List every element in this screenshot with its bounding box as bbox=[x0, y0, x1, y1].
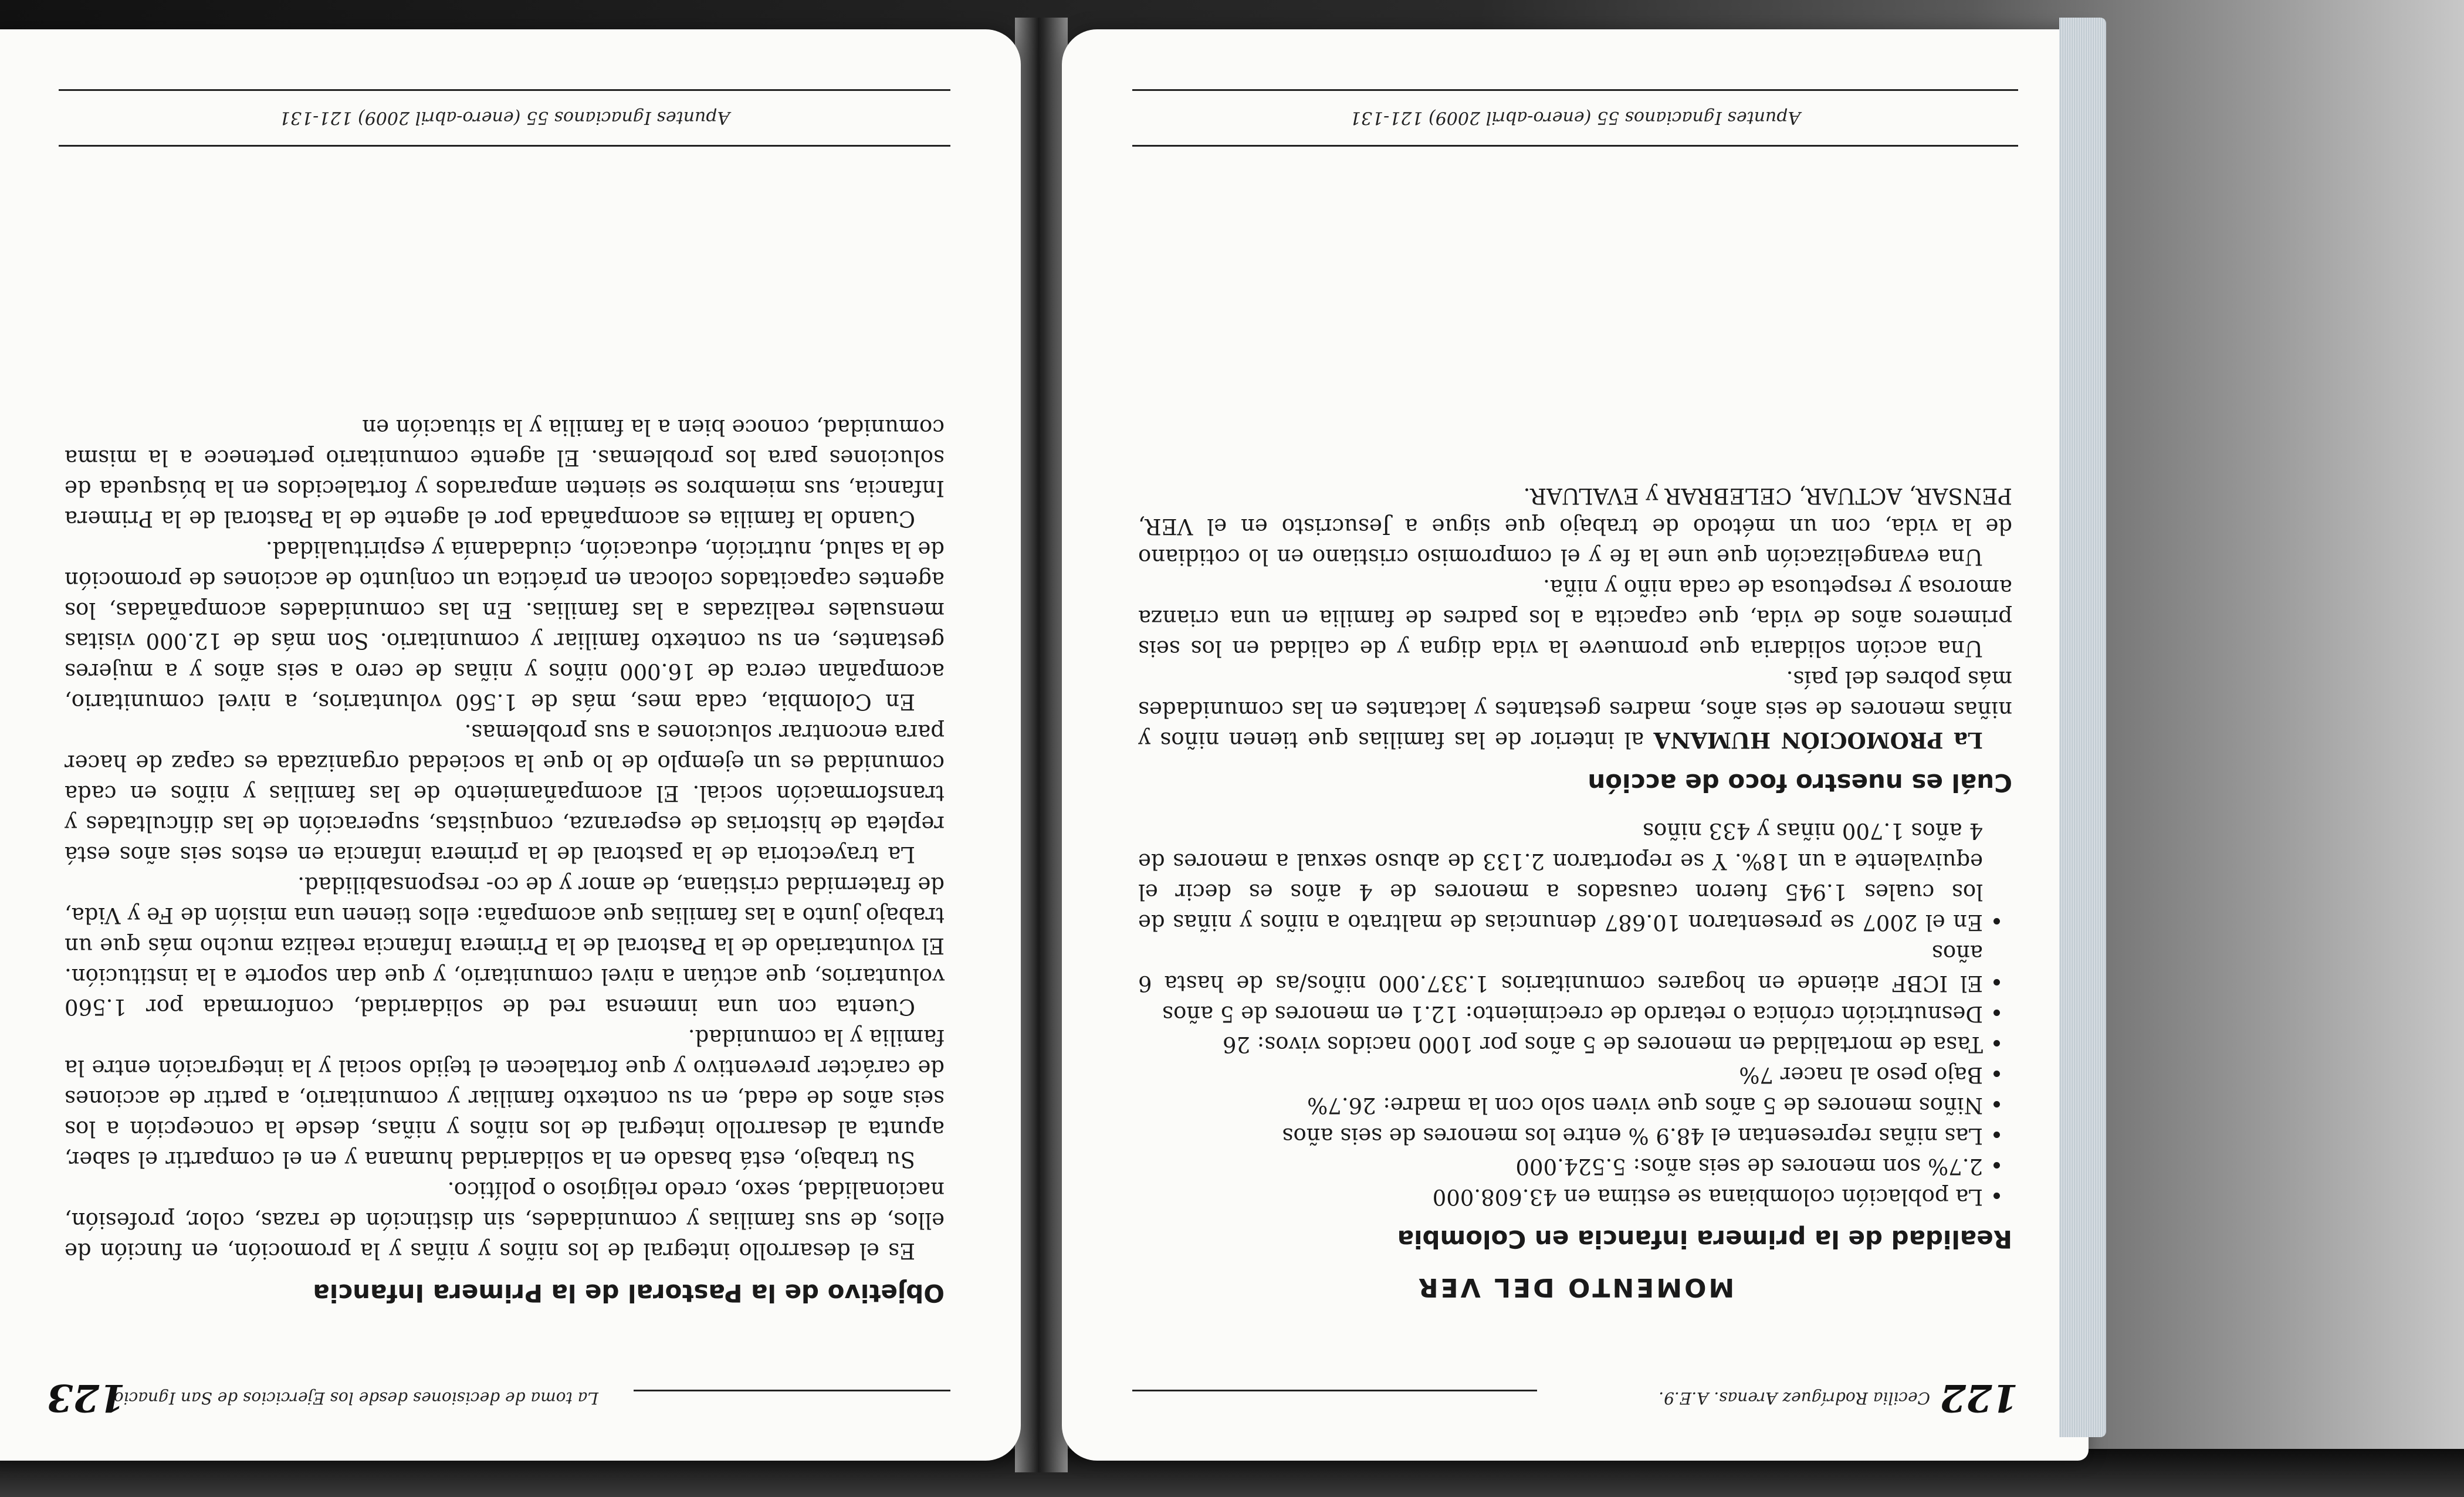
heading-realidad: Realidad de la primera infancia en Colombia bbox=[1397, 1225, 2012, 1254]
paragraph: En Colombia, cada mes, más de 1.560 voluntarios, a nivel comunitario, acompañan cerca de 16.000 niños y niñas de cero a seis años y a mujeres gestantes, en su contexto familiar y comunitario. Son más de 12.000 visitas mensuales realizadas a las familias. En las comunidades acompañadas, los agentes capacitados colocan en práctica un conjunto de acciones de promoción de la salud, nutrición, educación, ciudadanía y espiritualidad. bbox=[65, 537, 945, 714]
footer-rule-top bbox=[59, 145, 950, 147]
page-footer bbox=[1132, 82, 2018, 147]
page-footer bbox=[59, 82, 950, 147]
list-item: • El ICBF atiende en hogares comunitarios 1.337.000 niños/as de hasta 6 años bbox=[1138, 937, 1983, 998]
page-number: 122 bbox=[1940, 1376, 2018, 1420]
paragraph-text: al interior de las familias que tienen niños y niñas menores de seis años, madres gestantes y lactantes en las comunidades más pobres del país. bbox=[1138, 666, 2012, 753]
list-item: • La población colombiana se estima en 43.608.000 bbox=[1138, 1181, 1983, 1212]
open-book-rotated bbox=[0, 12, 2112, 1478]
heading-foco: Cuál es nuestro foco de acción bbox=[1588, 768, 2012, 797]
book-spine bbox=[1015, 18, 1068, 1472]
page-body bbox=[1138, 480, 2012, 1326]
list-item: • Desnutrición crónica o retardo de crecimiento: 12.1 en menores de 5 años bbox=[1138, 998, 1983, 1029]
statistics-list bbox=[1138, 815, 2012, 1212]
footer-rule-top bbox=[1132, 145, 2018, 147]
list-item: • Niños menores de 5 años que viven solo con la madre: 26.7% bbox=[1138, 1090, 1983, 1120]
list-item: • 2.7% son menores de seis años: 5.524.000 bbox=[1138, 1151, 1983, 1181]
page-number: 123 bbox=[47, 1376, 126, 1420]
paragraph: Una acción solidaria que promueve la vida digna y de calidad en los seis primeros años de vida, que capacita a los padres de familia en una crianza amorosa y respetuosa de cada niño y niña. bbox=[1138, 575, 2012, 661]
footer-citation: Apuntes Ignacianos 55 (enero-abril 2009) 121-131 bbox=[1349, 107, 1801, 128]
footer-rule-bottom bbox=[1132, 89, 2018, 91]
footer-rule-bottom bbox=[59, 89, 950, 91]
list-item: • Bajo peso al nacer 7% bbox=[1138, 1059, 1983, 1090]
footer-citation: Apuntes Ignacianos 55 (enero-abril 2009) 121-131 bbox=[279, 107, 730, 128]
paragraph: La trayectoria de la pastoral de la primera infancia en estos seis años está repleta de historias de esperanza, conquistas, superación de las dificultades y transformación social. El acompañamiento de las familias y niños en cada comunidad es un ejemplo de lo que la sociedad organizada es capaz de hacer para encontrar soluciones a sus problemas. bbox=[65, 720, 945, 867]
header-rule bbox=[1132, 1390, 1537, 1391]
list-item: • Tasa de mortalidad en menores de 5 años por 1000 nacidos vivos: 26 bbox=[1138, 1029, 1983, 1059]
list-item: • Las niñas representan el 48.9 % entre los menores de seis años bbox=[1138, 1120, 1983, 1151]
running-title: Cecilia Rodríguez Arenas. A.E.9. bbox=[1659, 1388, 1930, 1408]
paragraph: Es el desarrollo integral de los niños y niñas y la promoción, en función de ellos, de sus familias y comunidades, sin distinción de razas, color, profesión, nacionalidad, sexo, credo religioso o político. bbox=[65, 1177, 945, 1264]
page-123 bbox=[0, 29, 1021, 1461]
page-header bbox=[47, 1367, 950, 1420]
paragraph: Una evangelización que une la fe y el compromiso cristiano en lo cotidiano de la vida, con un método de trabajo que sigue a Jesucristo en el VER, PENSAR, ACTUAR, CELEBRAR y EVALUAR. bbox=[1138, 483, 2012, 570]
paragraph: Cuenta con una inmensa red de solidaridad, conformada por 1.560 voluntarios, que actúan a nivel comunitario, y que dan soporte a la institución. El voluntariado de la Pastoral de la Primera Infancia realiza mucho más que un trabajo junto a las familias que acompaña: ellos tienen una misión de Fe y Vida, de fraternidad cristiana, de amor y de co- responsabilidad. bbox=[65, 872, 945, 1020]
paragraph-promocion bbox=[1138, 663, 2012, 756]
page-122 bbox=[1062, 29, 2089, 1461]
section-title: MOMENTO DEL VER bbox=[1416, 1272, 1735, 1302]
page-header bbox=[1132, 1367, 2018, 1420]
running-title: La toma de decisiones desde los Ejercicios de San Ignacio bbox=[113, 1388, 598, 1408]
heading-objetivo: Objetivo de la Pastoral de la Primera Infancia bbox=[313, 1279, 945, 1308]
bold-term: La PROMOCIÓN HUMANA bbox=[1653, 727, 1983, 753]
list-item: • En el 2007 se presentaron 10.687 denuncias de maltrato a niños y niñas de los cuales 1.945 fueron causados a menores de 4 años es decir el equivalente a un 18%. Y se reportaron 2.133 de abuso sexual a menores de 4 años 1.700 niñas y 433 niños bbox=[1138, 815, 1983, 937]
page-edges bbox=[2059, 18, 2106, 1437]
page-body bbox=[65, 412, 945, 1326]
paragraph: Su trabajo, está basado en la solidaridad humana y en el compartir el saber, apunta al desarrollo integral de los niños y niñas, desde la concepción a los seis años de edad, en su contexto familiar y comunitario, a partir de acciones de carácter preventivo y que fortalecen el tejido social y la integración entre la familia y la comunidad. bbox=[65, 1025, 945, 1172]
header-rule bbox=[634, 1390, 950, 1391]
paragraph: Cuando la familia es acompañada por el agente de la Pastoral de la Primera Infancia, sus miembros se sienten amparados y fortalecidos en la búsqueda de soluciones para los problemas. El agente comunitario pertenece a la misma comunidad, conoce bien a la familia y la situación en bbox=[65, 415, 945, 531]
